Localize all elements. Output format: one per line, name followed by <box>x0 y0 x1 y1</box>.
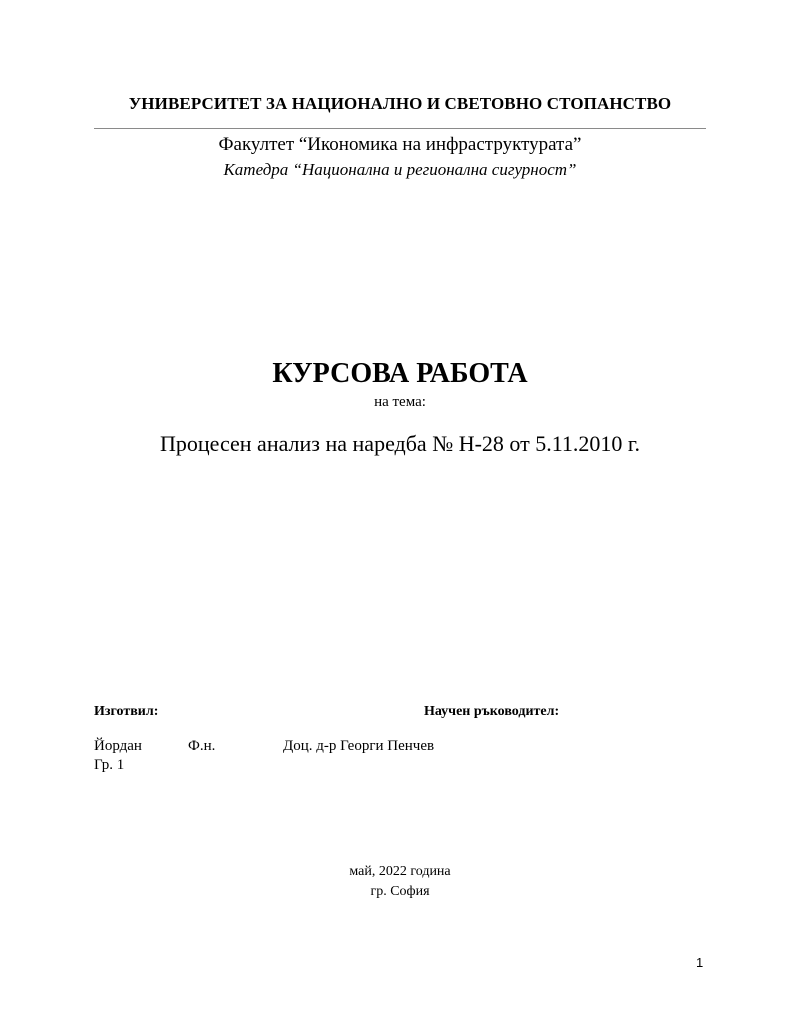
prepared-by-label: Изготвил: <box>94 704 159 719</box>
header-divider <box>94 128 706 129</box>
department-name: Катедра “Национална и регионална сигурност” <box>223 160 577 179</box>
student-name: Йордан <box>94 738 142 754</box>
document-title: КУРСОВА РАБОТА <box>272 358 528 389</box>
document-subtitle: на тема: <box>374 394 426 410</box>
university-name: УНИВЕРСИТЕТ ЗА НАЦИОНАЛНО И СВЕТОВНО СТОПАНСТВО <box>128 94 672 113</box>
supervisor-name: Доц. д-р Георги Пенчев <box>283 738 435 754</box>
faculty-name: Факултет “Икономика на инфраструктурата” <box>218 134 582 155</box>
document-city: гр. София <box>370 884 430 899</box>
supervisor-label: Научен ръководител: <box>424 704 560 719</box>
student-group: Гр. 1 <box>94 757 125 773</box>
document-date: май, 2022 година <box>349 864 451 879</box>
document-topic: Процесен анализ на наредба № Н-28 от 5.11.2010 г. <box>160 431 640 456</box>
faculty-number: Ф.н. <box>188 738 216 754</box>
page-number: 1 <box>696 955 704 970</box>
